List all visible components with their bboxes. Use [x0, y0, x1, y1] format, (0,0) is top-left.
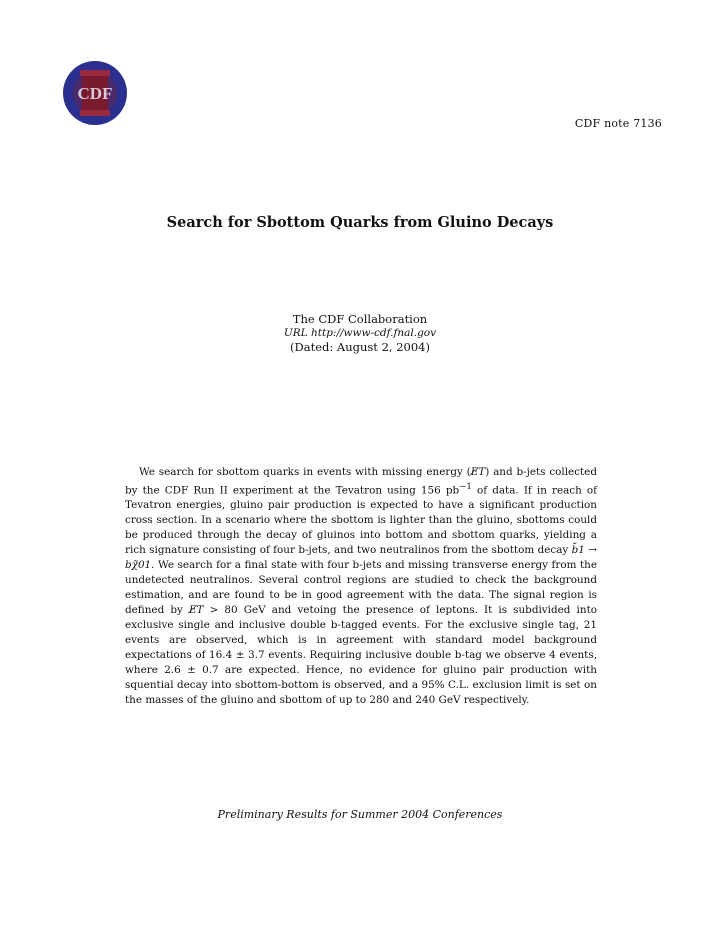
note-number: CDF note 7136 [574, 117, 662, 130]
decay-formula: b̃1 → bχ̃01 [125, 544, 598, 572]
url: URL http://www-cdf.fnal.gov [283, 327, 437, 339]
lumi-exponent: −1 [459, 482, 472, 492]
abstract [125, 465, 597, 708]
date: (Dated: August 2, 2004) [290, 340, 430, 354]
author-block [0, 312, 720, 354]
abstract-paragraph: We search for sbottom quarks in events with missing energy (E̸T) and b-jets collected by the CDF Run II experiment at the Tevatron using 156 $pb^{-1}$ of data. If in reach of Tevatron energies, gluino pair production is expected to have a significant production cross section. In a scenario where the sbottom is lighter than the gluino, sbottoms could be produced through the decay of gluinos into bottom and sbottom quarks, yielding a rich signature consisting of four b-jets, and two neutralinos from the sbottom decay b̃1 → bχ̃01. We search for a final state with four b-jets and missing transverse energy from the undetected neutralinos. Several control regions are studied to check the background estimation, and are found to be in good agreement with the data. The signal region is defined by E̸T > 80 GeV and vetoing the presence of leptons. It is subdivided into exclusive single and inclusive double b-tagged events. For the exclusive single tag, 21 events are observed, which is in agreement with standard model background expectations of 16.4 ± 3.7 events. Requiring inclusive double b-tag we observe 4 events, where 2.6 ± 0.7 are expected. Hence, no evidence for gluino pair production with squential decay into sbottom-bottom is observed, and a 95% C.L. exclusion limit is set on the masses of the gluino and sbottom of up to 280 and 240 GeV respectively. [125, 466, 598, 707]
met-symbol: E̸T [188, 604, 204, 617]
met-symbol: E̸T [470, 466, 486, 478]
author: The CDF Collaboration [292, 312, 428, 326]
footer-note: Preliminary Results for Summer 2004 Conferences [217, 808, 503, 821]
cdf-logo [62, 60, 128, 126]
paper-title: Search for Sbottom Quarks from Gluino Decays [166, 214, 554, 231]
logo-text: CDF [77, 84, 113, 103]
